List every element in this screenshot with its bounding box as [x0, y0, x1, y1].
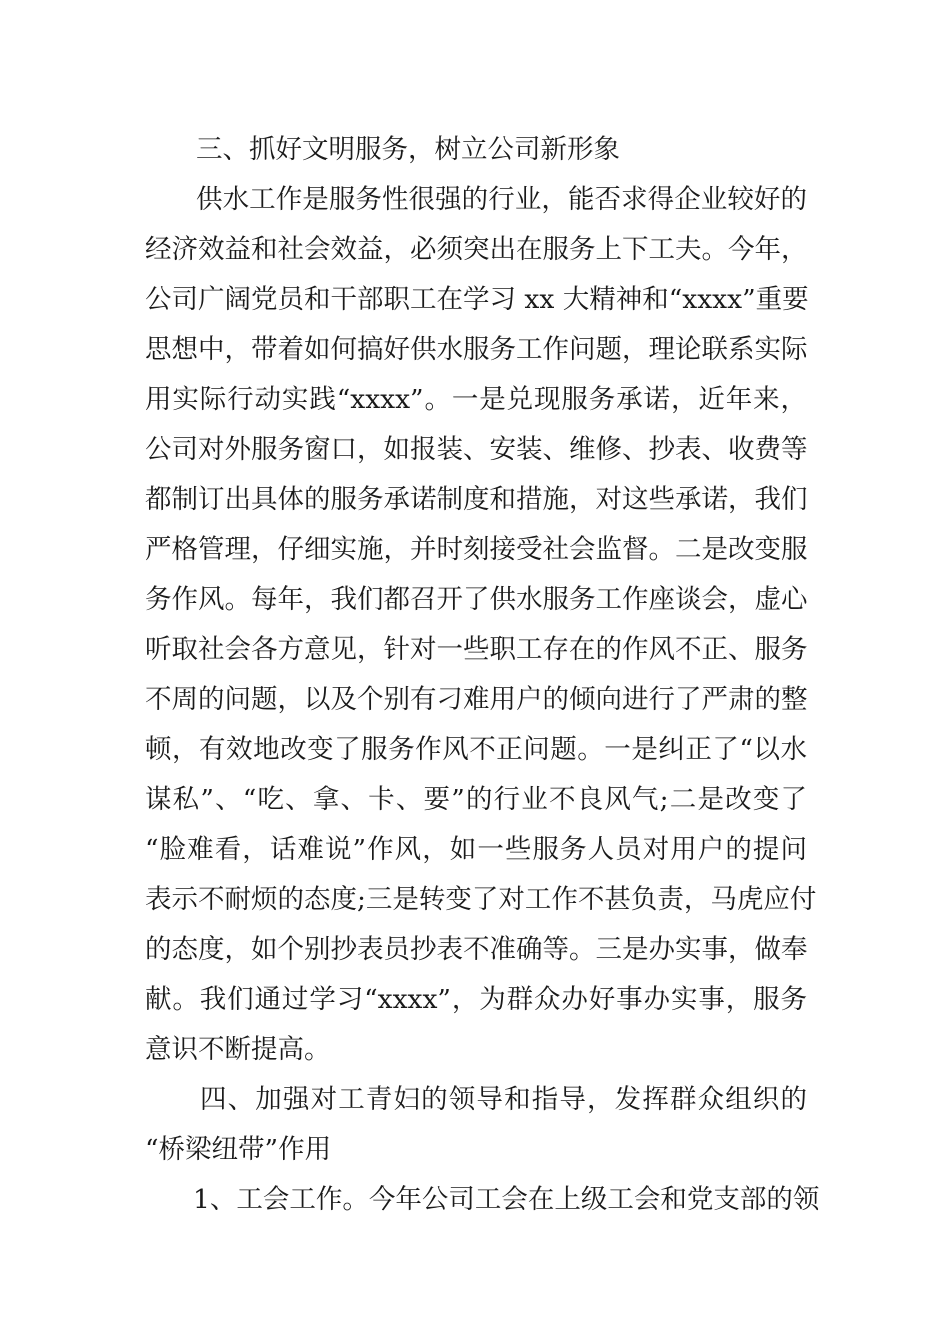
- paragraph-line: 务作风。每年，我们都召开了供水服务工作座谈会，虚心: [145, 584, 808, 615]
- paragraph-line: “脸难看，话难说”作风，如一些服务人员对用户的提问: [145, 834, 807, 865]
- paragraph-line: 不周的问题，以及个别有刁难用户的倾向进行了严肃的整: [145, 684, 808, 715]
- heading-line: 四、加强对工青妇的领导和指导，发挥群众组织的: [200, 1084, 807, 1115]
- heading-line: “桥梁纽带”作用: [145, 1134, 332, 1165]
- paragraph-line: 公司对外服务窗口，如报装、安装、维修、抄表、收费等: [145, 434, 808, 465]
- paragraph-line: 顿，有效地改变了服务作风不正问题。一是纠正了“以水: [145, 734, 807, 765]
- paragraph-line: 供水工作是服务性很强的行业，能否求得企业较好的: [196, 184, 807, 215]
- paragraph-line: 都制订出具体的服务承诺制度和措施，对这些承诺，我们: [145, 484, 808, 515]
- section-heading-3: 三、抓好文明服务，树立公司新形象: [196, 134, 620, 165]
- paragraph-line: 1、工会工作。今年公司工会在上级工会和党支部的领: [193, 1184, 820, 1215]
- paragraph-line: 的态度，如个别抄表员抄表不准确等。三是办实事，做奉: [145, 934, 808, 965]
- paragraph-line: 严格管理，仔细实施，并时刻接受社会监督。二是改变服: [145, 534, 808, 565]
- paragraph-line: 听取社会各方意见，针对一些职工存在的作风不正、服务: [145, 634, 808, 665]
- paragraph-line: 表示不耐烦的态度;三是转变了对工作不甚负责，马虎应付: [145, 884, 817, 915]
- paragraph-line: 谋私”、“吃、拿、卡、要”的行业不良风气;二是改变了: [145, 784, 807, 815]
- paragraph-line: 用实际行动实践“xxxx”。一是兑现服务承诺，近年来，: [145, 384, 807, 415]
- paragraph-line: 经济效益和社会效益，必须突出在服务上下工夫。今年，: [145, 234, 808, 265]
- paragraph-line: 公司广阔党员和干部职工在学习 xx 大精神和“xxxx”重要: [145, 284, 809, 315]
- paragraph-line: 思想中，带着如何搞好供水服务工作问题，理论联系实际: [145, 334, 808, 365]
- paragraph-line: 献。我们通过学习“xxxx”，为群众办好事办实事，服务: [145, 984, 807, 1015]
- paragraph-line: 意识不断提高。: [145, 1034, 331, 1065]
